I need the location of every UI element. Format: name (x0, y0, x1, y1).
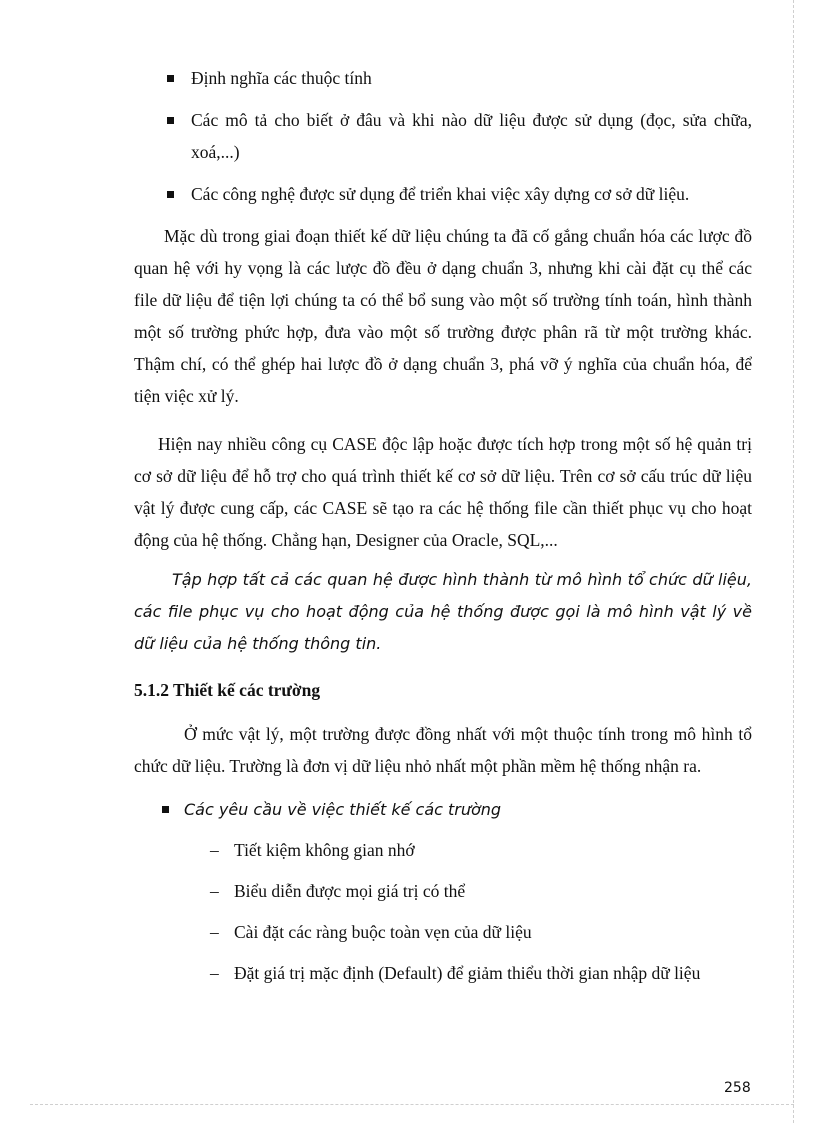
paragraph-field-definition: Ở mức vật lý, một trường được đồng nhất với một thuộc tính trong mô hình tổ chức dữ liệu. Trường là đơn vị dữ liệu nhỏ nhất một phần mềm hệ thống nhận ra. (134, 724, 752, 776)
bullet-item (134, 62, 752, 94)
requirement-text: Đặt giá trị mặc định (Default) để giảm thiểu thời gian nhập dữ liệu (234, 963, 701, 983)
bullet-item (134, 178, 752, 210)
requirements-bullet (134, 794, 752, 826)
page-content (134, 62, 752, 998)
bullet-item (134, 104, 752, 168)
dash-icon: – (210, 840, 219, 860)
bullet-text: Định nghĩa các thuộc tính (191, 68, 372, 88)
page-border-bottom (30, 1104, 794, 1105)
dash-icon: – (210, 963, 219, 983)
page-number: 258 (724, 1080, 751, 1096)
requirement-item (134, 916, 752, 948)
dash-icon: – (210, 881, 219, 901)
requirements-title: Các yêu cầu về việc thiết kế các trường (184, 800, 502, 819)
paragraph-physical-model: Tập hợp tất cả các quan hệ được hình thành từ mô hình tổ chức dữ liệu, các file phục vụ cho hoạt động của hệ thống được gọi là mô hình vật lý về dữ liệu của hệ thống thông tin. (134, 570, 752, 653)
requirement-text: Tiết kiệm không gian nhớ (234, 840, 415, 860)
dash-icon: – (210, 922, 219, 942)
paragraph-case-tools: Hiện nay nhiều công cụ CASE độc lập hoặc được tích hợp trong một số hệ quản trị cơ sở dữ liệu để hỗ trợ cho quá trình thiết kế cơ sở dữ liệu. Trên cơ sở cấu trúc dữ liệu vật lý được cung cấp, các CASE sẽ tạo ra các hệ thống file cần thiết phục vụ cho hoạt động của hệ thống. Chẳng hạn, Designer của Oracle, SQL,... (134, 434, 752, 550)
page-border-right (793, 0, 794, 1123)
requirement-item (134, 834, 752, 866)
requirement-text: Cài đặt các ràng buộc toàn vẹn của dữ liệu (234, 922, 532, 942)
paragraph-normalization: Mặc dù trong giai đoạn thiết kế dữ liệu chúng ta đã cố gắng chuẩn hóa các lược đồ quan hệ với hy vọng là các lược đồ đều ở dạng chuẩn 3, nhưng khi cài đặt cụ thể các file dữ liệu để tiện lợi chúng ta có thể bổ sung vào một số trường tính toán, hình thành một số trường phức hợp, đưa vào một số trường được phân rã từ một trường khác. Thậm chí, có thể ghép hai lược đồ ở dạng chuẩn 3, phá vỡ ý nghĩa của chuẩn hóa, để tiện việc xử lý. (134, 226, 752, 406)
section-heading: 5.1.2 Thiết kế các trường (134, 680, 321, 700)
square-bullet-icon (167, 75, 174, 82)
bullet-text: Các mô tả cho biết ở đâu và khi nào dữ liệu được sử dụng (đọc, sửa chữa, xoá,...) (191, 110, 752, 162)
square-bullet-icon (167, 117, 174, 124)
square-bullet-icon (162, 806, 169, 813)
bullet-text: Các công nghệ được sử dụng để triển khai việc xây dựng cơ sở dữ liệu. (191, 184, 690, 204)
requirement-item (134, 957, 752, 989)
square-bullet-icon (167, 191, 174, 198)
requirement-text: Biểu diễn được mọi giá trị có thể (234, 881, 466, 901)
requirement-item (134, 875, 752, 907)
